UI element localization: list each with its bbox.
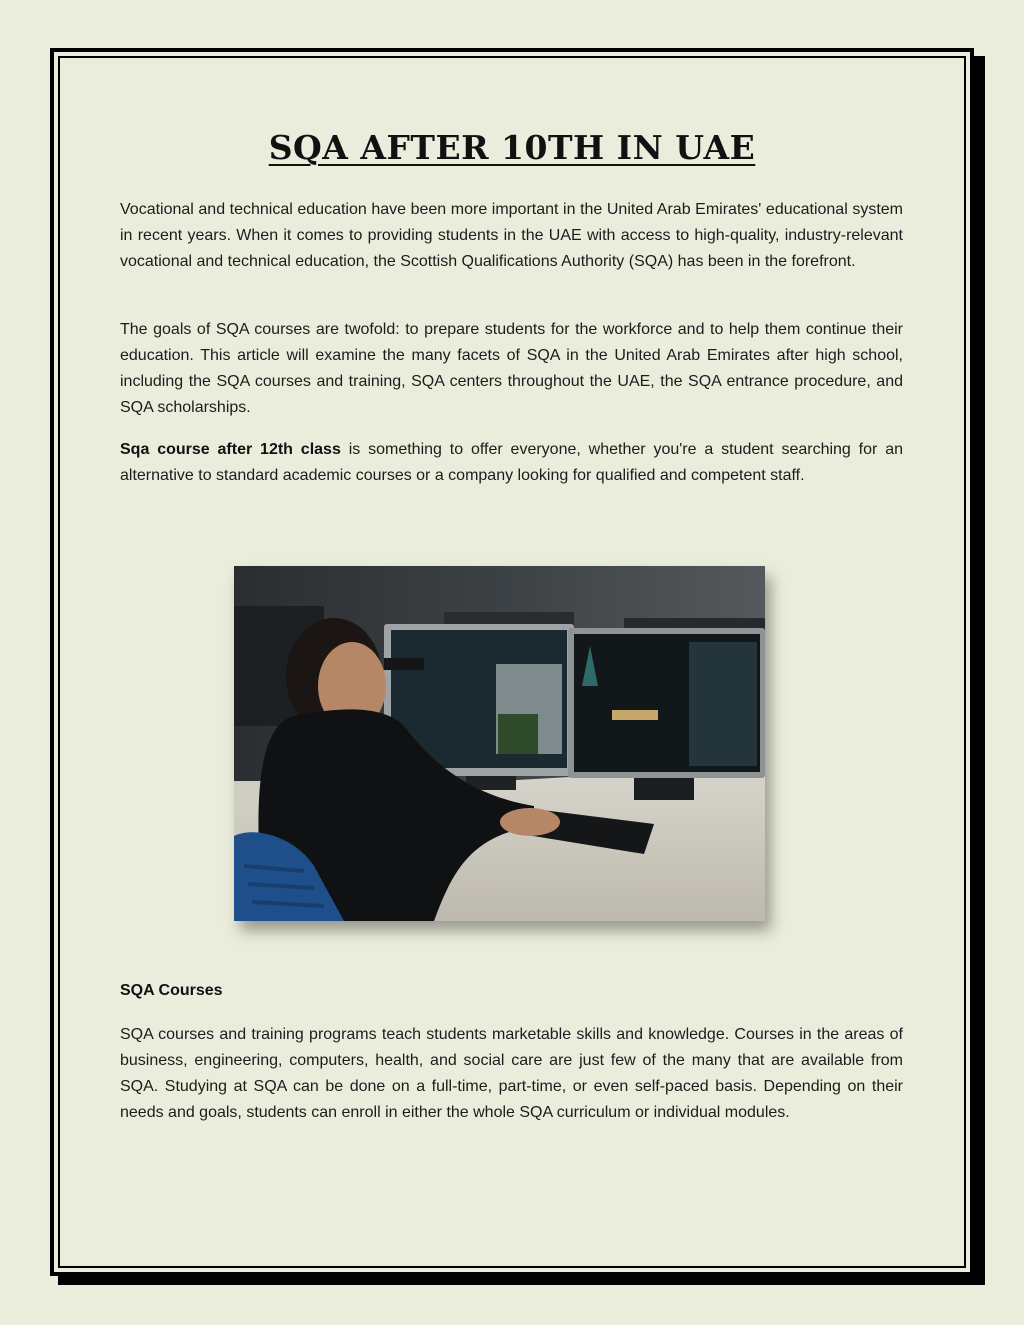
- highlight-link-text[interactable]: Sqa course after 12th class: [120, 441, 341, 458]
- highlight-rest-text: is something to offer everyone, whether you're a student searching for an alternative to standard academic courses or a company looking for qualified and competent staff.: [120, 441, 903, 484]
- paragraph-intro: Vocational and technical education have been more important in the United Arab Emirates' educational system in recent years. When it comes to providing students in the UAE with access to high-quality, industry-relevant vocational and technical education, the Scottish Qualifications Authority (SQA) has been in the forefront.: [120, 201, 903, 270]
- paragraph-goals: The goals of SQA courses are twofold: to prepare students for the workforce and to help them continue their education. This article will examine the many facets of SQA in the United Arab Emirates after high school, including the SQA courses and training, SQA centers throughout the UAE, the SQA entrance procedure, and SQA scholarships.: [120, 321, 903, 416]
- paragraph-highlight: [120, 437, 903, 489]
- paragraph-sqa-courses: SQA courses and training programs teach students marketable skills and knowledge. Courses in the areas of business, engineering, computers, health, and social care are just few of the many that are available from SQA. Studying at SQA can be done on a full-time, part-time, or even self-paced basis. Depending on their needs and goals, students can enroll in either the whole SQA curriculum or individual modules.: [120, 1026, 903, 1121]
- section-heading-sqa-courses: SQA Courses: [120, 982, 223, 999]
- photo-illustration: [234, 566, 765, 921]
- student-computer-photo: [234, 566, 765, 921]
- page-title: SQA AFTER 10TH IN UAE: [268, 128, 756, 167]
